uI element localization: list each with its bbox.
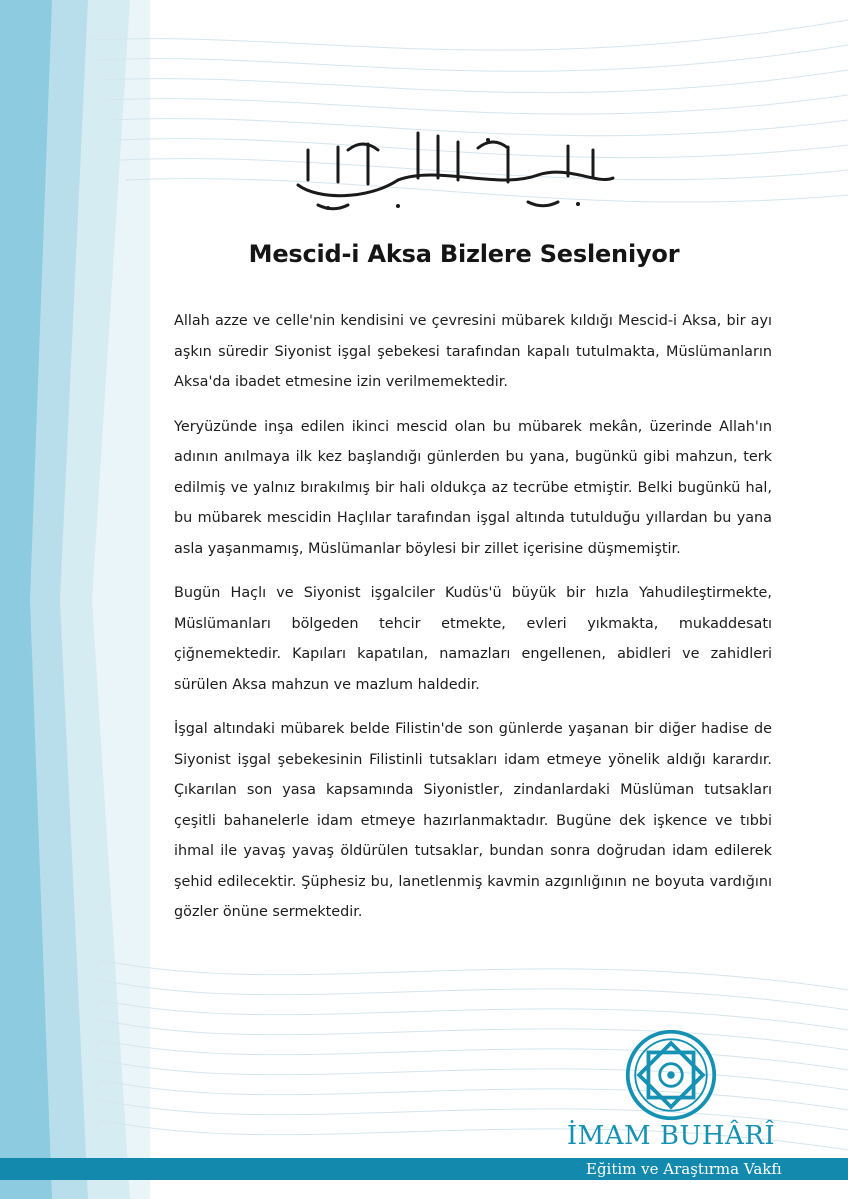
geometric-rosette-logo-icon [624,1028,718,1122]
paragraph-2: Yeryüzünde inşa edilen ikinci mescid olan bu mübarek mekân, üzerinde Allah'ın adının anılmaya ilk kez başlandığı günlerden bu yana, bugünkü gibi mahzun, terk edilmiş ve yalnız bırakılmış bir hali oldukça az tecrübe etmiştir. Belki bugünkü hal, bu mübarek mescidin Haçlılar tarafından işgal altında tutulduğu yıllardan bu yana asla yaşanmamış, Müslümanlar böylesi bir zillet içerisine düşmemiştir. [174,418,772,557]
brand-name: İMAM BUHÂRÎ [566,1121,776,1151]
paragraph-3: Bugün Haçlı ve Siyonist işgalciler Kudüs'ü büyük bir hızla Yahudileştirmekte, Müslümanları bölgeden tehcir etmekte, evleri yıkmakta, mukaddesatı çiğnemektedir. Kapıları kapatılan, namazları engellenen, abidleri ve zahidleri sürülen Aksa mahzun ve mazlum haldedir. [174,585,772,693]
page-title: Mescid-i Aksa Bizlere Sesleniyor [248,240,680,268]
article-body [174,306,772,942]
paragraph-4: İşgal altındaki mübarek belde Filistin'de son günlerde yaşanan bir diğer hadise de Siyonist işgal şebekesinin Filistinli tutsakları idam etmeye yönelik aldığı karardır. Çıkarılan son yasa kapsamında Siyonistler, zindanlardaki Müslüman tutsakları çeşitli bahanelerle idam etmeye hazırlanmaktadır. Bugüne dek işkence ve tıbbi ihmal ile yavaş yavaş öldürülen tutsaklar, bundan sonra doğrudan idam edilerek şehid edilecektir. Şüphesiz bu, lanetlenmiş kavmin azgınlığının ne boyuta vardığını gözler önüne sermektedir. [174,721,772,920]
brand-subtitle: Eğitim ve Araştırma Vakfı [586,1160,782,1178]
paragraph-1: Allah azze ve celle'nin kendisini ve çevresini mübarek kıldığı Mescid-i Aksa, bir ayı aşkın süredir Siyonist işgal şebekesi tarafından kapalı tutulmakta, Müslümanların Aksa'da ibadet etmesine izin verilmemektedir. [174,313,772,390]
bismillah-calligraphy-icon [278,120,628,220]
